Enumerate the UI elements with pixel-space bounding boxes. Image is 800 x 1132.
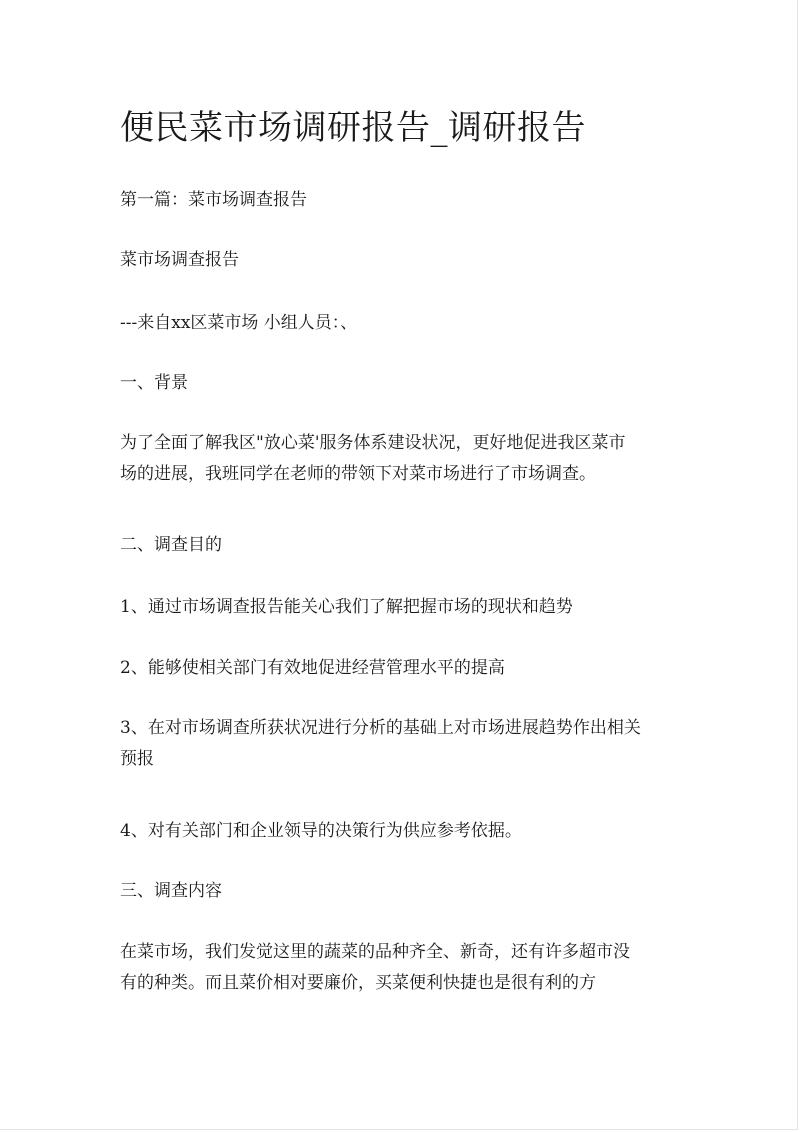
text-line: 3、在对市场调查所获状况进行分析的基础上对市场进展趋势作出相关 [120,718,641,738]
purpose-item-2 [120,653,690,684]
text-line: 2、能够使相关部门有效地促进经营管理水平的提高 [120,658,505,678]
text-line: 在菜市场，我们发觉这里的蔬菜的品种齐全、新奇，还有许多超市没 [120,942,630,962]
section-heading-content [120,876,690,907]
section-heading-part-one [120,185,690,216]
text-line: ---来自xx区菜市场 小组人员：、 [120,313,358,333]
text-line: 预报 [120,749,154,769]
text-line: 三、调查内容 [120,881,222,901]
text-line: 4、对有关部门和企业领导的决策行为供应参考依据。 [120,821,522,841]
text-line: 1、通过市场调查报告能关心我们了解把握市场的现状和趋势 [120,597,573,617]
document-title: 便民菜市场调研报告_调研报告 [120,108,586,148]
text-line: 一、背景 [120,373,188,393]
purpose-item-1 [120,592,690,623]
text-line: 菜市场调查报告 [120,250,239,270]
text-line: 二、调查目的 [120,535,222,555]
report-source-line [120,308,690,339]
purpose-item-4 [120,816,690,847]
section-heading-purpose [120,530,690,561]
text-line: 场的进展，我班同学在老师的带领下对菜市场进行了市场调查。 [120,464,596,484]
section-heading-background [120,368,690,399]
text-line: 第一篇：菜市场调查报告 [120,190,307,210]
purpose-item-3 [120,713,690,775]
background-paragraph [120,428,690,490]
content-paragraph [120,937,690,999]
report-subtitle [120,245,690,276]
text-line: 有的种类。而且菜价相对要廉价，买菜便利快捷也是很有利的方 [120,973,596,993]
text-line: 为了全面了解我区"放心菜'服务体系建设状况，更好地促进我区菜市 [120,433,626,453]
